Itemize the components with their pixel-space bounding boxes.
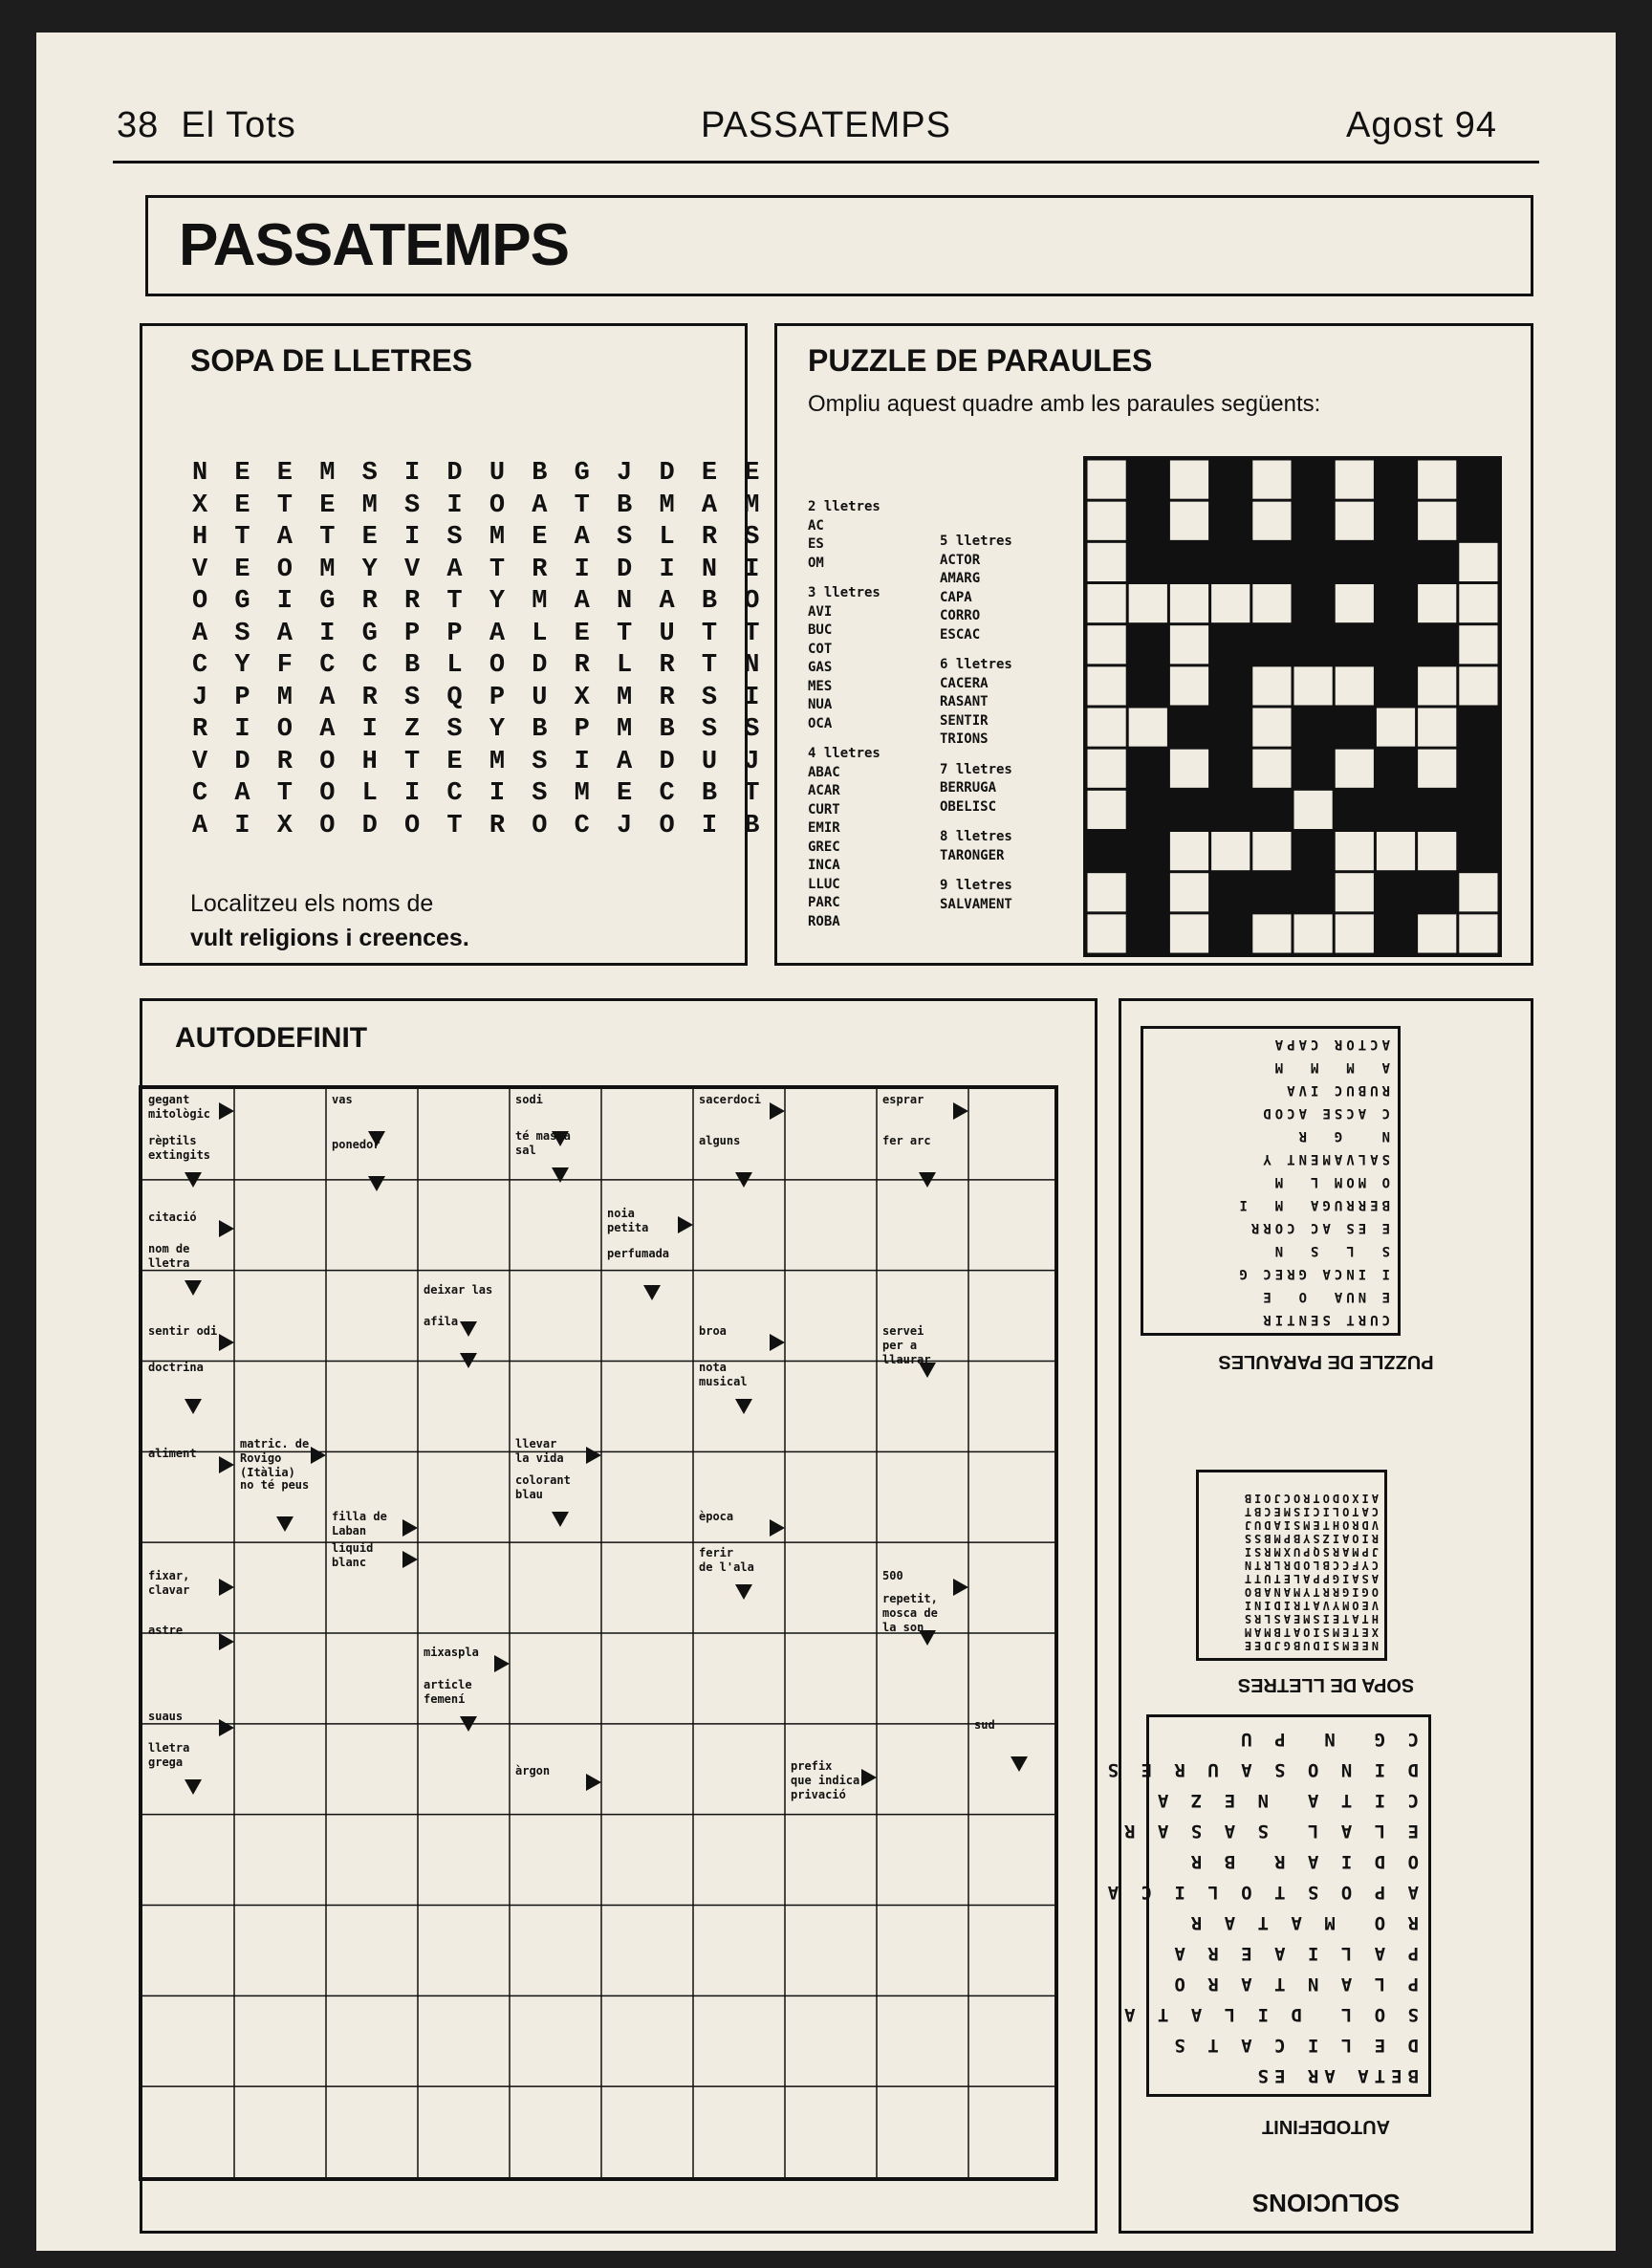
arrow-down-icon xyxy=(919,1363,936,1378)
puzzle-cell[interactable] xyxy=(1088,914,1126,952)
arrow-down-icon xyxy=(460,1321,477,1337)
autodefinit-panel xyxy=(140,998,1098,2234)
word-list-left xyxy=(808,498,880,931)
solution-wordsearch-row: CYFCCBLODRLRTN xyxy=(1241,1559,1379,1572)
word-group-heading: 6 lletres xyxy=(940,657,1012,672)
arrow-right-icon xyxy=(770,1102,785,1120)
solutions-rotated xyxy=(1101,1001,1531,2231)
arrow-right-icon xyxy=(402,1519,418,1537)
puzzle-cell[interactable] xyxy=(1170,666,1208,705)
arrow-down-icon xyxy=(185,1280,202,1296)
puzzle-cell[interactable] xyxy=(1418,502,1456,540)
autodefinit-grid xyxy=(139,1085,1058,2181)
solution-autodefinit-row: S O L D I L A T A xyxy=(1119,2004,1419,2025)
solutions-panel xyxy=(1101,998,1533,2234)
solution-autodefinit-row: R O M A T A R xyxy=(1185,1912,1419,1933)
wordsearch-grid xyxy=(192,458,765,842)
solution-puzzle-row: CURT SENTIR xyxy=(1259,1312,1390,1327)
autodefinit-clue: rèptils extingits xyxy=(148,1133,211,1162)
autodefinit-clue: sacerdoci xyxy=(699,1093,762,1106)
puzzle-cell[interactable] xyxy=(1170,914,1208,952)
wordsearch-row: C A T O L I C I S M E C B T xyxy=(192,779,766,808)
autodefinit-clue: citació xyxy=(148,1210,197,1225)
word-group-words: CACERA RASANT SENTIR TRIONS xyxy=(940,675,989,747)
arrow-right-icon xyxy=(219,1334,234,1351)
word-group xyxy=(808,745,880,931)
arrow-down-icon xyxy=(185,1779,202,1795)
solution-wordsearch-row: VEOMYVATRIDINI xyxy=(1241,1599,1379,1612)
arrow-right-icon xyxy=(219,1633,234,1650)
autodefinit-clue: sud xyxy=(974,1718,995,1733)
puzzle-cell[interactable] xyxy=(1170,750,1208,788)
solution-puzzle-row: E ES AC CORR xyxy=(1247,1220,1390,1235)
autodefinit-clue: aliment xyxy=(148,1446,197,1460)
word-group-heading: 5 lletres xyxy=(940,534,1012,549)
word-group xyxy=(940,533,1012,644)
autodefinit-clue: repetit, mosca de la son xyxy=(882,1591,938,1634)
solution-puzzle-grid xyxy=(1141,1026,1401,1336)
autodefinit-clue: ferir de l'ala xyxy=(699,1546,754,1575)
autodefinit-clue: fer arc xyxy=(882,1133,931,1147)
arrow-down-icon xyxy=(1011,1756,1028,1772)
solution-autodefinit-row: O D I A R B R xyxy=(1185,1851,1419,1872)
arrow-down-icon xyxy=(368,1176,385,1191)
autodefinit-clue: fixar, clavar xyxy=(148,1568,190,1597)
word-group-words: AC ES OM xyxy=(808,517,824,571)
autodefinit-clue: vas xyxy=(332,1093,353,1106)
word-group-words: BERRUGA OBELISC xyxy=(940,780,997,815)
puzzle-cell[interactable] xyxy=(1459,543,1497,581)
puzzle-cell[interactable] xyxy=(1459,584,1497,622)
page-header-section: PASSATEMPS xyxy=(701,105,951,145)
solution-wordsearch-row: RIOAIZSYBPMBSS xyxy=(1241,1532,1379,1545)
arrow-down-icon xyxy=(919,1630,936,1646)
autodefinit-clue: mixaspla xyxy=(424,1646,479,1660)
arrow-down-icon xyxy=(735,1172,752,1188)
arrow-right-icon xyxy=(219,1456,234,1473)
arrow-right-icon xyxy=(219,1102,234,1120)
word-group-words: ACTOR AMARG CAPA CORRO ESCAC xyxy=(940,552,981,643)
puzzle-cell[interactable] xyxy=(1459,873,1497,911)
arrow-right-icon xyxy=(494,1655,510,1672)
word-group xyxy=(940,877,1012,914)
puzzle-cell[interactable] xyxy=(1088,543,1126,581)
puzzle-cell[interactable] xyxy=(1088,502,1126,540)
solution-autodefinit-row: D I N O S A U R E S xyxy=(1101,1759,1419,1780)
puzzle-cell[interactable] xyxy=(1418,832,1456,870)
puzzle-cell[interactable] xyxy=(1088,461,1126,499)
solution-wordsearch-row: NEEMSIDUBGJDEE xyxy=(1241,1639,1379,1652)
solution-puzzle-row: O MOM L M xyxy=(1271,1174,1390,1189)
puzzle-cell[interactable] xyxy=(1336,584,1374,622)
puzzle-cell[interactable] xyxy=(1459,666,1497,705)
autodefinit-clue: servei per a llaurar xyxy=(882,1323,931,1366)
solution-wordsearch-row: HTATEISMEASLRS xyxy=(1241,1612,1379,1625)
autodefinit-clue: doctrina xyxy=(148,1360,204,1374)
wordsearch-row: O G I G R R T Y M A N A B O xyxy=(192,587,766,616)
word-group-heading: 7 lletres xyxy=(940,761,1012,777)
solutions-title: SOLUCIONS xyxy=(1251,2189,1401,2217)
puzzle-cell[interactable] xyxy=(1170,832,1208,870)
wordsearch-row: A S A I G P P A L E T U T T xyxy=(192,619,766,648)
autodefinit-clue: nom de lletra xyxy=(148,1242,190,1271)
puzzle-cell[interactable] xyxy=(1088,873,1126,911)
wordsearch-row: N E E M S I D U B G J D E E xyxy=(192,459,766,488)
word-group-words: ABAC ACAR CURT EMIR GREC INCA LLUC PARC ROBA xyxy=(808,764,840,929)
puzzle-cell[interactable] xyxy=(1088,750,1126,788)
puzzle-cell[interactable] xyxy=(1088,791,1126,829)
autodefinit-clue: època xyxy=(699,1510,734,1524)
autodefinit-clue: suaus xyxy=(148,1709,184,1723)
solution-wordsearch-row: AIXODOTROCJOIB xyxy=(1241,1492,1379,1505)
solution-autodefinit-row: P A L I A E R A xyxy=(1168,1943,1419,1964)
page-title: PASSATEMPS xyxy=(179,212,569,278)
solutions-autodefinit-label: AUTODEFINIT xyxy=(1261,2116,1391,2137)
solutions-wordsearch-label: SOPA DE LLETRES xyxy=(1237,1674,1415,1695)
header-divider xyxy=(113,161,1539,164)
autodefinit-clue: alguns xyxy=(699,1133,741,1147)
autodefinit-clue: noia petita xyxy=(607,1206,649,1234)
puzzle-cell[interactable] xyxy=(1252,832,1291,870)
word-list-right xyxy=(940,533,1012,914)
solution-puzzle-row: SALVAMENT Y xyxy=(1259,1151,1390,1167)
arrow-right-icon xyxy=(678,1216,693,1233)
solution-autodefinit-row: P L A N T A R O xyxy=(1168,1974,1419,1995)
wordsearch-row: H T A T E I S M E A S L R S xyxy=(192,523,766,552)
wordsearch-panel xyxy=(140,323,766,966)
puzzle-cell[interactable] xyxy=(1294,666,1333,705)
puzzle-cell[interactable] xyxy=(1336,502,1374,540)
puzzle-cell[interactable] xyxy=(1170,873,1208,911)
autodefinit-clue: broa xyxy=(699,1323,727,1338)
page-header-date: Agost 94 xyxy=(1346,105,1497,145)
page-header-left: 38 El Tots xyxy=(117,105,296,145)
word-group-heading: 9 lletres xyxy=(940,878,1012,893)
arrow-down-icon xyxy=(735,1584,752,1600)
solution-puzzle-row: I INCA GREC G xyxy=(1235,1266,1390,1281)
autodefinit-clue: deixar las xyxy=(424,1283,493,1298)
autodefinit-title: AUTODEFINIT xyxy=(175,1022,368,1054)
solution-puzzle-row: C ACSE ACOD xyxy=(1259,1105,1390,1121)
wordsearch-row: X E T E M S I O A T B M A M xyxy=(192,491,766,520)
wordsearch-row: J P M A R S Q P U X M R S I xyxy=(192,683,766,712)
wordsearch-row: C Y F C C B L O D R L R T N xyxy=(192,651,766,680)
word-group xyxy=(940,656,1012,750)
puzzle-cell[interactable] xyxy=(1252,914,1291,952)
puzzle-cell[interactable] xyxy=(1252,584,1291,622)
solution-puzzle-row: ACTOR CAPA xyxy=(1271,1036,1390,1052)
puzzle-title: PUZZLE DE PARAULES xyxy=(808,343,1153,378)
solution-autodefinit-row: BETA AR ES xyxy=(1251,2065,1419,2086)
puzzle-cell[interactable] xyxy=(1377,832,1415,870)
arrow-down-icon xyxy=(460,1353,477,1368)
solutions-puzzle-label: PUZZLE DE PARAULES xyxy=(1218,1351,1434,1372)
word-group-words: SALVAMENT xyxy=(940,896,1012,912)
arrow-right-icon xyxy=(586,1774,601,1791)
autodefinit-clue: afila xyxy=(424,1315,459,1329)
autodefinit-clue: prefix que indica privació xyxy=(791,1759,860,1802)
autodefinit-clue: llevar la vida xyxy=(515,1437,564,1466)
word-group-words: AVI BUC COT GAS MES NUA OCA xyxy=(808,603,833,731)
puzzle-cell[interactable] xyxy=(1294,791,1333,829)
solution-puzzle-row: RUBUC IVA xyxy=(1283,1082,1390,1098)
autodefinit-clue: esprar xyxy=(882,1093,924,1106)
puzzle-cell[interactable] xyxy=(1252,502,1291,540)
wordsearch-row: V D R O H T E M S I A D U J xyxy=(192,747,766,776)
autodefinit-clue: gegant mitològic xyxy=(148,1093,211,1121)
solution-puzzle-row: A M M M xyxy=(1271,1059,1390,1075)
puzzle-cell[interactable] xyxy=(1129,584,1167,622)
arrow-right-icon xyxy=(953,1102,968,1120)
puzzle-cell[interactable] xyxy=(1211,832,1250,870)
puzzle-cell[interactable] xyxy=(1336,914,1374,952)
arrow-down-icon xyxy=(552,1512,569,1527)
arrow-down-icon xyxy=(460,1716,477,1732)
puzzle-cell[interactable] xyxy=(1129,709,1167,747)
autodefinit-clue: sodi xyxy=(515,1093,543,1106)
puzzle-cell[interactable] xyxy=(1336,461,1374,499)
arrow-right-icon xyxy=(770,1519,785,1537)
solution-puzzle-row: BERRUGA M I xyxy=(1235,1197,1390,1212)
puzzle-subtitle: Ompliu aquest quadre amb les paraules següents: xyxy=(808,391,1321,417)
puzzle-cell[interactable] xyxy=(1336,832,1374,870)
puzzle-cell[interactable] xyxy=(1418,461,1456,499)
arrow-right-icon xyxy=(861,1769,877,1786)
arrow-right-icon xyxy=(770,1334,785,1351)
wordsearch-instructions: Localitzeu els noms de vult religions i creences. xyxy=(190,890,469,951)
autodefinit-clue: perfumada xyxy=(607,1247,670,1261)
wordsearch-row: A I X O D O T R O C J O I B xyxy=(192,811,766,840)
autodefinit-clue: 500 xyxy=(882,1568,903,1582)
solution-autodefinit-row: C G N P U xyxy=(1235,1729,1419,1750)
wordsearch-row: V E O M Y V A T R I D I N I xyxy=(192,555,766,584)
arrow-right-icon xyxy=(219,1220,234,1237)
autodefinit-clue: ponedor xyxy=(332,1138,380,1152)
puzzle-cell[interactable] xyxy=(1294,914,1333,952)
solution-wordsearch-text xyxy=(1205,1492,1379,1652)
autodefinit-clue: colorant blau xyxy=(515,1473,571,1502)
arrow-right-icon xyxy=(219,1579,234,1596)
wordsearch-row: R I O A I Z S Y B P M B S S xyxy=(192,715,766,744)
puzzle-cell[interactable] xyxy=(1459,625,1497,664)
newspaper-page xyxy=(36,33,1616,2251)
puzzle-cell[interactable] xyxy=(1170,584,1208,622)
arrow-down-icon xyxy=(643,1285,661,1300)
puzzle-cell[interactable] xyxy=(1377,709,1415,747)
puzzle-cell[interactable] xyxy=(1088,666,1126,705)
puzzle-cell[interactable] xyxy=(1418,584,1456,622)
solution-wordsearch-row: VDROHTEMSIADUJ xyxy=(1241,1518,1379,1532)
puzzle-cell[interactable] xyxy=(1170,461,1208,499)
puzzle-cell[interactable] xyxy=(1170,502,1208,540)
solution-wordsearch-row: ASAIGPPALETUTT xyxy=(1241,1572,1379,1585)
puzzle-cell[interactable] xyxy=(1418,750,1456,788)
puzzle-cell[interactable] xyxy=(1170,625,1208,664)
arrow-down-icon xyxy=(552,1167,569,1183)
puzzle-cell[interactable] xyxy=(1418,666,1456,705)
word-group xyxy=(808,498,880,573)
word-group-heading: 8 lletres xyxy=(940,829,1012,844)
arrow-right-icon xyxy=(586,1447,601,1464)
puzzle-cell[interactable] xyxy=(1418,914,1456,952)
autodefinit-clue: no té peus xyxy=(240,1478,310,1493)
title-banner xyxy=(145,195,1533,296)
autodefinit-clue: àrgon xyxy=(515,1763,551,1777)
solution-autodefinit-row: C I T A N E Z A xyxy=(1151,1790,1419,1811)
solution-puzzle-row: S L S N xyxy=(1271,1243,1390,1258)
arrow-down-icon xyxy=(276,1516,293,1532)
solution-wordsearch-row: JPMARSQPUXMRSI xyxy=(1241,1545,1379,1559)
puzzle-cell[interactable] xyxy=(1336,873,1374,911)
arrow-right-icon xyxy=(219,1719,234,1736)
word-group-words: TARONGER xyxy=(940,847,1005,863)
autodefinit-clue: astre xyxy=(148,1623,184,1637)
word-group xyxy=(808,584,880,733)
puzzle-cell[interactable] xyxy=(1088,709,1126,747)
word-group-heading: 2 lletres xyxy=(808,499,880,514)
puzzle-cell[interactable] xyxy=(1211,584,1250,622)
puzzle-cell[interactable] xyxy=(1252,750,1291,788)
autodefinit-clue: lletra grega xyxy=(148,1741,190,1770)
puzzle-cell[interactable] xyxy=(1459,914,1497,952)
arrow-down-icon xyxy=(919,1172,936,1188)
solution-wordsearch-row: CATOLICISMECBT xyxy=(1241,1505,1379,1518)
solution-puzzle-row: N G R xyxy=(1294,1128,1390,1144)
word-group-heading: 4 lletres xyxy=(808,746,880,761)
solution-wordsearch-grid xyxy=(1196,1470,1387,1661)
arrow-down-icon xyxy=(185,1399,202,1414)
autodefinit-clue: líquid blanc xyxy=(332,1541,374,1570)
solution-autodefinit-row: D E L I C A T S xyxy=(1168,2035,1419,2056)
puzzle-cell[interactable] xyxy=(1252,709,1291,747)
solution-wordsearch-row: OGIGRRTYMANABO xyxy=(1241,1585,1379,1599)
puzzle-panel xyxy=(774,323,1533,966)
puzzle-cell[interactable] xyxy=(1252,461,1291,499)
solution-autodefinit-row: E L A L S A S A R xyxy=(1119,1821,1419,1842)
puzzle-cell[interactable] xyxy=(1252,666,1291,705)
arrow-right-icon xyxy=(402,1551,418,1568)
word-group xyxy=(940,761,1012,818)
word-group xyxy=(940,828,1012,865)
word-group-heading: 3 lletres xyxy=(808,585,880,600)
puzzle-grid xyxy=(1083,456,1502,957)
arrow-down-icon xyxy=(735,1399,752,1414)
autodefinit-clue: matric. de Rovigo (Itàlia) xyxy=(240,1437,310,1480)
solution-autodefinit-grid xyxy=(1101,1714,1431,2097)
wordsearch-title: SOPA DE LLETRES xyxy=(190,343,473,378)
arrow-right-icon xyxy=(311,1447,326,1464)
autodefinit-clue: té massa sal xyxy=(515,1128,571,1157)
puzzle-grid-svg xyxy=(1086,459,1499,954)
solution-puzzle-row: E NUA O E xyxy=(1259,1289,1390,1304)
solution-autodefinit-row: A P O S T O L I C A xyxy=(1101,1882,1419,1903)
solution-wordsearch-row: XETEMSIOATBMAM xyxy=(1241,1625,1379,1639)
autodefinit-clue: nota musical xyxy=(699,1360,748,1388)
arrow-down-icon xyxy=(185,1172,202,1188)
puzzle-cell[interactable] xyxy=(1418,709,1456,747)
puzzle-cell[interactable] xyxy=(1336,750,1374,788)
arrow-right-icon xyxy=(953,1579,968,1596)
autodefinit-clue: filla de Laban xyxy=(332,1510,387,1538)
puzzle-cell[interactable] xyxy=(1336,666,1374,705)
autodefinit-clue: sentir odi xyxy=(148,1323,218,1338)
autodefinit-clue: article femení xyxy=(424,1677,472,1706)
puzzle-cell[interactable] xyxy=(1088,584,1126,622)
puzzle-cell[interactable] xyxy=(1088,625,1126,664)
